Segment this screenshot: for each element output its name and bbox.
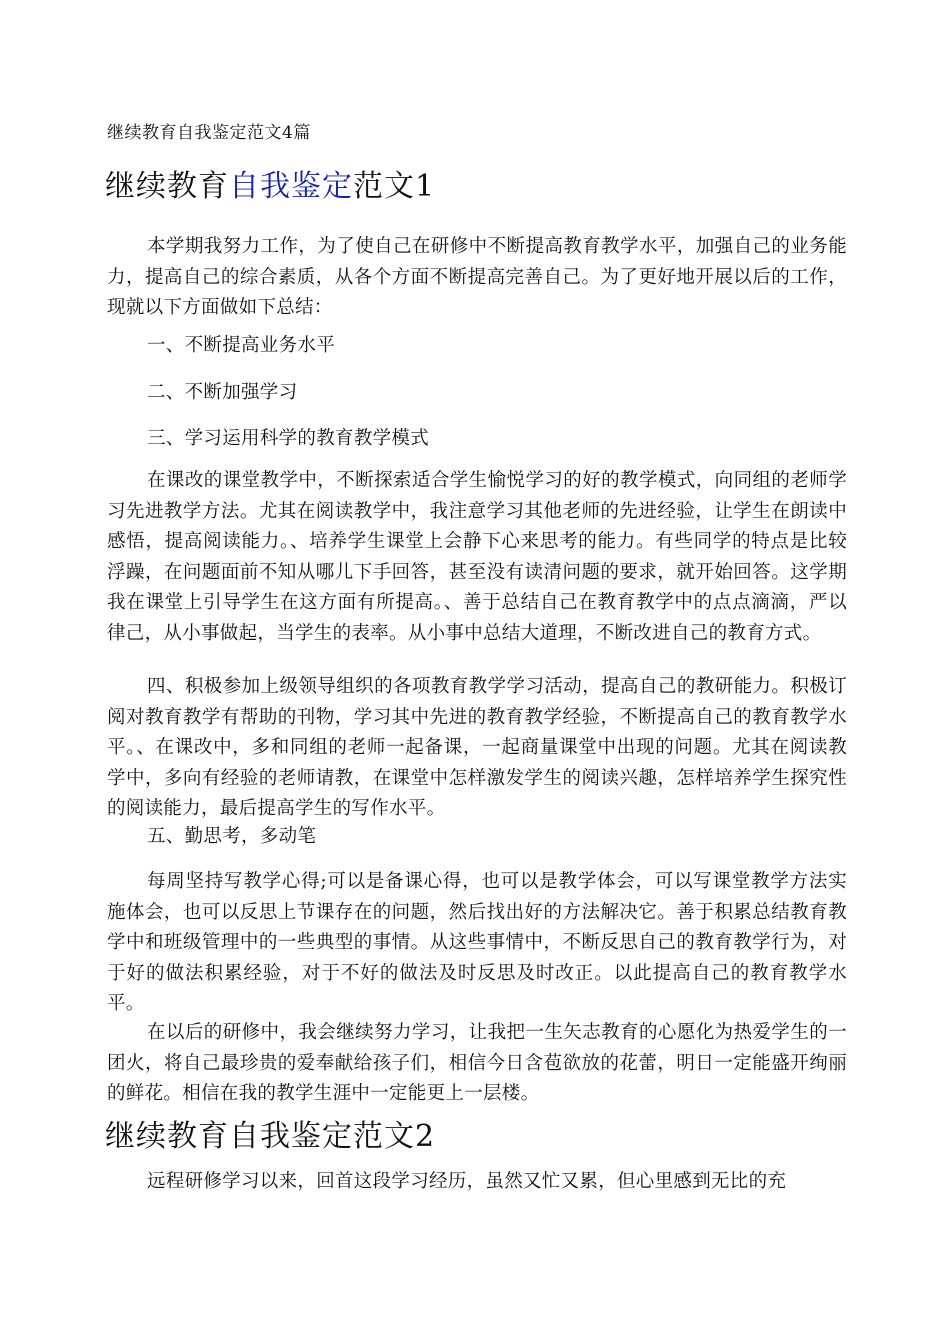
future-plan-paragraph: 在以后的研修中，我会继续努力学习，让我把一生矢志教育的心愿化为热爱学生的一团火，将自己最珍贵的爱奉献给孩子们，相信今日含苞欲放的花蕾，明日一定能盛开绚丽的鲜花。相信在我的教学生涯中一定能更上一层楼。 bbox=[107, 1022, 847, 1104]
teaching-mode-paragraph: 在课改的课堂教学中，不断探索适合学生愉悦学习的好的教学模式，向同组的老师学习先进教学方法。尤其在阅读教学中，我注意学习其他老师的先进经验，让学生在朗读中感悟，提高阅读能力。、培养学生课堂上会静下心来思考的能力。有些同学的特点是比较浮躁，在问题面前不知从哪儿下手回答，甚至没有读清问题的要求，就开始回答。这学期我在课堂上引导学生在这方面有所提高。、善于总结自己在教育教学中的点点滴滴，严以律己，从小事做起，当学生的表率。从小事中总结大道理，不断改进自己的教育方式。 bbox=[107, 470, 847, 644]
self-appraisal-link[interactable]: 自我鉴定 bbox=[229, 169, 353, 204]
section-1-item-3: 三、学习运用科学的教育教学模式 bbox=[147, 428, 430, 449]
item-4-paragraph: 四、积极参加上级领导组织的各项教育教学学习活动，提高自己的教研能力。积极订阅对教育教学有帮助的刊物，学习其中先进的教育教学经验，不断提高自己的教育教学水平。、在课改中，多和同组的老师一起备课，一起商量课堂中出现的问题。尤其在阅读教学中，多向有经验的老师请教，在课堂中怎样激发学生的阅读兴趣，怎样培养学生探究性的阅读能力，最后提高学生的写作水平。 bbox=[107, 676, 847, 819]
section-1-item-5: 五、勤思考，多动笔 bbox=[147, 826, 317, 847]
writing-habit-paragraph: 每周坚持写教学心得;可以是备课心得，也可以是教学体会，可以写课堂教学方法实施体会，也可以反思上节课存在的问题，然后找出好的方法解决它。善于积累总结教育教学中和班级管理中的一些典型的事情。从这些事情中，不断反思自己的教育教学行为，对于好的做法积累经验，对于不好的做法及时反思及时改正。以此提高自己的教育教学水平。 bbox=[107, 871, 847, 1014]
section-1-heading-pre: 继续教育 bbox=[105, 169, 229, 204]
section-1-heading-post: 范文1 bbox=[353, 169, 436, 204]
section-2-heading: 继续教育自我鉴定范文2 bbox=[105, 1119, 436, 1154]
section-2-intro-paragraph: 远程研修学习以来，回首这段学习经历，虽然又忙又累，但心里感到无比的充 bbox=[147, 1171, 787, 1192]
document-title: 继续教育自我鉴定范文4篇 bbox=[107, 123, 311, 143]
section-1-heading bbox=[105, 167, 435, 207]
section-1-item-1: 一、不断提高业务水平 bbox=[147, 335, 336, 356]
section-1-item-2: 二、不断加强学习 bbox=[147, 382, 298, 403]
section-1-intro-paragraph: 本学期我努力工作，为了使自己在研修中不断提高教育教学水平，加强自己的业务能力，提高自己的综合素质，从各个方面不断提高完善自己。为了更好地开展以后的工作，现就以下方面做如下总结： bbox=[107, 236, 847, 318]
